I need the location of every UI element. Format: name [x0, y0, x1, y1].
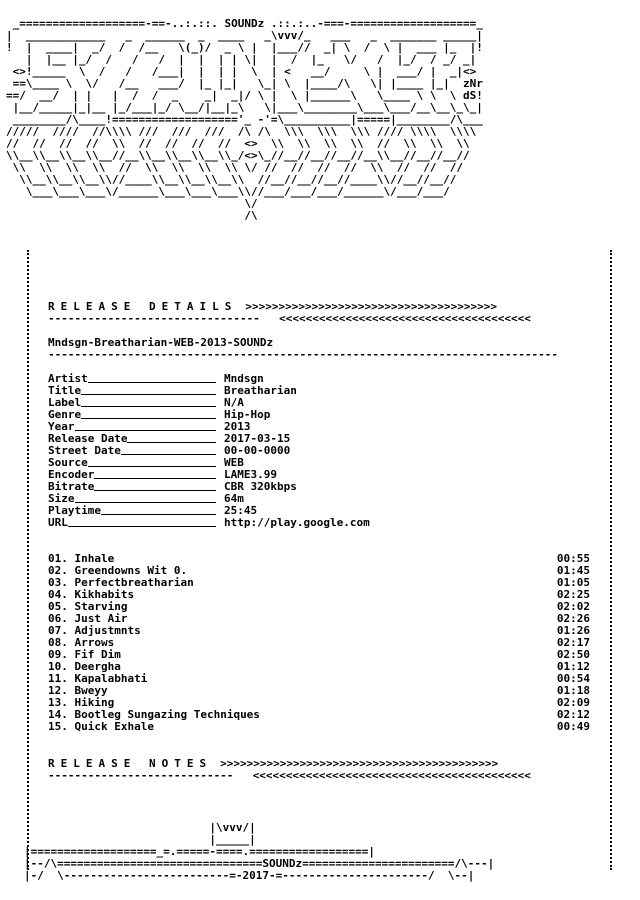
field-value: 25:45: [224, 504, 258, 517]
field-leader: [81, 385, 216, 395]
field-leader: [101, 505, 216, 515]
field-leader: [81, 409, 216, 419]
field-row: [48, 421, 604, 433]
field-value: WEB: [224, 456, 244, 469]
nfo-content: [48, 300, 604, 782]
track-number: 11.: [48, 672, 68, 685]
release-fields: [48, 373, 604, 529]
track-title: Deergha: [74, 660, 121, 673]
field-leader: [88, 373, 216, 383]
track-title: Kikhabits: [74, 588, 135, 601]
ascii-logo: _===================-==-..:.::. SOUNDz .::.:..-===-===================_ | ____________ _ ______ _ ____ _\vvv/_ ___ _ _______ _____| ! | ____| _/ / /__ \(_)/ _ \ | |___// _| \ / \ | ___ |_ |! | |__ |_/ / / / | | | | \| | / |_ \/ / |_/ / _/ _| <>!_____ \ / / /___| | | | \ | < __/ \ | ___/ | _|<> ==\____ \ \/ /__ ___/ |_ |_| \_| \ |____/\ \| |____ |_| zNr ==/ __/ | | | / / _ _| _|/ \ | \ |______\ \____ \ \ \ dS! |__/_____|_|__ |_/___|_/ \__/|__|_\ \|___\________\___\___/__\__\_\_| ________/\____!==================='_ -'=\__________|=====|________/\___ ///// //// //\\\\ /// /// /// /\ /\ \\\ \\\ \\\ //// \\\\ \\\\ // // // // \\ // // // // <> \\ \\ \\ \\ // \\ \\ \\ \\__\\__\\__\\__//__\\__\\__\\__\\_/<>\_//__//__//__//__\\__//__//__// \\ \\ \\ \\ // \\ \\ \\ \\ \/ // // // // \\ // // // \\__\\__\\__\\//____\\__\\__\\__\\ //__//__//__//____\\//__//__// \___\___\___\/______\___\___\___\\//___/___/___/______\/___/___/ \/ /\: [6, 18, 483, 222]
field-label: Street Date: [48, 444, 121, 457]
track-time: 00:55: [556, 552, 590, 565]
track-number: 03.: [48, 576, 68, 589]
field-leader: [75, 421, 217, 431]
field-label: Encoder: [48, 468, 95, 481]
track-time: 02:26: [556, 612, 590, 625]
track-row: [48, 685, 590, 697]
track-time: 01:45: [556, 564, 590, 577]
field-value: Breatharian: [224, 384, 297, 397]
track-time: 02:25: [556, 588, 590, 601]
field-value: 2013: [224, 420, 251, 433]
track-row: [48, 673, 590, 685]
release-notes-arrows: >>>>>>>>>>>>>>>>>>>>>>>>>>>>>>>>>>>>>>>>>>: [220, 756, 499, 770]
track-title: Inhale: [74, 552, 115, 565]
track-number: 13.: [48, 696, 68, 709]
field-label: URL: [48, 516, 68, 529]
field-value: LAME3.99: [224, 468, 277, 481]
field-value: Mndsgn: [224, 372, 264, 385]
track-time: 02:50: [556, 648, 590, 661]
track-number: 05.: [48, 600, 68, 613]
tracklist: [48, 553, 604, 733]
track-row: [48, 625, 590, 637]
field-value: Hip-Hop: [224, 408, 271, 421]
field-label: Year: [48, 420, 75, 433]
track-time: 01:26: [556, 624, 590, 637]
field-row: [48, 493, 604, 505]
footer-group: SOUNDz: [262, 857, 303, 870]
release-details-underline: -------------------------------- <<<<<<<<<<<<<<<<<<<<<<<<<<<<<<<<<<<<<<: [48, 312, 531, 325]
track-title: Bootleg Sungazing Techniques: [74, 708, 260, 721]
field-row: [48, 481, 604, 493]
field-label: Artist: [48, 372, 88, 385]
track-row: [48, 637, 590, 649]
field-row: [48, 457, 604, 469]
field-row: [48, 469, 604, 481]
field-row: [48, 445, 604, 457]
track-title: Arrows: [74, 636, 115, 649]
release-name: Mndsgn-Breatharian-WEB-2013-SOUNDz: [48, 336, 274, 349]
track-row: [48, 649, 590, 661]
field-row: [48, 517, 604, 529]
track-title: Adjustmnts: [74, 624, 141, 637]
track-time: 02:12: [556, 708, 590, 721]
release-details-title: RELEASE DETAILS: [48, 300, 238, 313]
field-label: Size: [48, 492, 75, 505]
field-leader: [121, 445, 216, 455]
track-number: 15.: [48, 720, 68, 733]
track-number: 01.: [48, 552, 68, 565]
track-time: 02:02: [556, 600, 590, 613]
track-title: Greendowns Wit 0.: [74, 564, 188, 577]
release-name-block: [48, 337, 604, 361]
field-row: [48, 433, 604, 445]
track-number: 14.: [48, 708, 68, 721]
footer-art: |\vvv/| |_____| |===================_=.=====-====.==================| |--/\===============================SOUNDz=======================/\---| |-/ \-------------------------=-2017-=----------------------/ \--|: [24, 821, 495, 882]
field-label: Label: [48, 396, 82, 409]
track-title: Quick Exhale: [74, 720, 154, 733]
field-label: Bitrate: [48, 480, 95, 493]
field-leader: [75, 493, 217, 503]
field-value: 00-00-0000: [224, 444, 291, 457]
field-label: Playtime: [48, 504, 101, 517]
track-number: 08.: [48, 636, 68, 649]
track-time: 01:05: [556, 576, 590, 589]
field-value: 2017-03-15: [224, 432, 291, 445]
field-row: [48, 385, 604, 397]
track-number: 09.: [48, 648, 68, 661]
track-title: Perfectbreatharian: [74, 576, 194, 589]
field-leader: [94, 481, 216, 491]
field-row: [48, 373, 604, 385]
track-number: 07.: [48, 624, 68, 637]
track-number: 06.: [48, 612, 68, 625]
field-label: Release Date: [48, 432, 128, 445]
field-label: Title: [48, 384, 82, 397]
track-time: 00:54: [556, 672, 590, 685]
track-row: [48, 601, 590, 613]
track-time: 00:49: [556, 720, 590, 733]
track-time: 02:09: [556, 696, 590, 709]
field-leader: [88, 457, 216, 467]
track-row: [48, 721, 590, 733]
field-label: Source: [48, 456, 88, 469]
field-row: [48, 409, 604, 421]
track-time: 01:18: [556, 684, 590, 697]
field-value[interactable]: http://play.google.com: [224, 516, 370, 529]
frame-right-border: [610, 250, 614, 870]
field-value: N/A: [224, 396, 244, 409]
field-label: Genre: [48, 408, 82, 421]
release-notes-title: RELEASE NOTES: [48, 757, 213, 770]
field-value: 64m: [224, 492, 244, 505]
track-number: 02.: [48, 564, 68, 577]
field-leader: [81, 397, 216, 407]
release-details-arrows: >>>>>>>>>>>>>>>>>>>>>>>>>>>>>>>>>>>>>>: [245, 299, 498, 313]
release-notes-underline: ---------------------------- <<<<<<<<<<<<<<<<<<<<<<<<<<<<<<<<<<<<<<<<<<: [48, 769, 531, 782]
field-leader: [127, 433, 216, 443]
track-title: Just Air: [74, 612, 128, 625]
field-value: CBR 320kbps: [224, 480, 297, 493]
header-group-tag: SOUNDz: [224, 18, 265, 30]
track-number: 04.: [48, 588, 68, 601]
track-title: Kapalabhati: [74, 672, 148, 685]
track-title: Hiking: [74, 696, 115, 709]
track-number: 12.: [48, 684, 68, 697]
release-name-rule: -----------------------------------------------------------------------------: [48, 348, 558, 361]
footer-year: 2017: [242, 869, 270, 882]
field-row: [48, 397, 604, 409]
track-title: Starving: [74, 600, 128, 613]
field-leader: [68, 517, 216, 527]
nfo-footer: [24, 822, 624, 882]
track-number: 10.: [48, 660, 68, 673]
frame-left-border: [27, 250, 31, 870]
track-time: 02:17: [556, 636, 590, 649]
field-leader: [94, 469, 216, 479]
ascii-logo-art: [6, 18, 634, 268]
track-title: Fif Dim: [74, 648, 121, 661]
track-row: [48, 589, 590, 601]
track-time: 01:12: [556, 660, 590, 673]
track-title: Bweyy: [74, 684, 108, 697]
